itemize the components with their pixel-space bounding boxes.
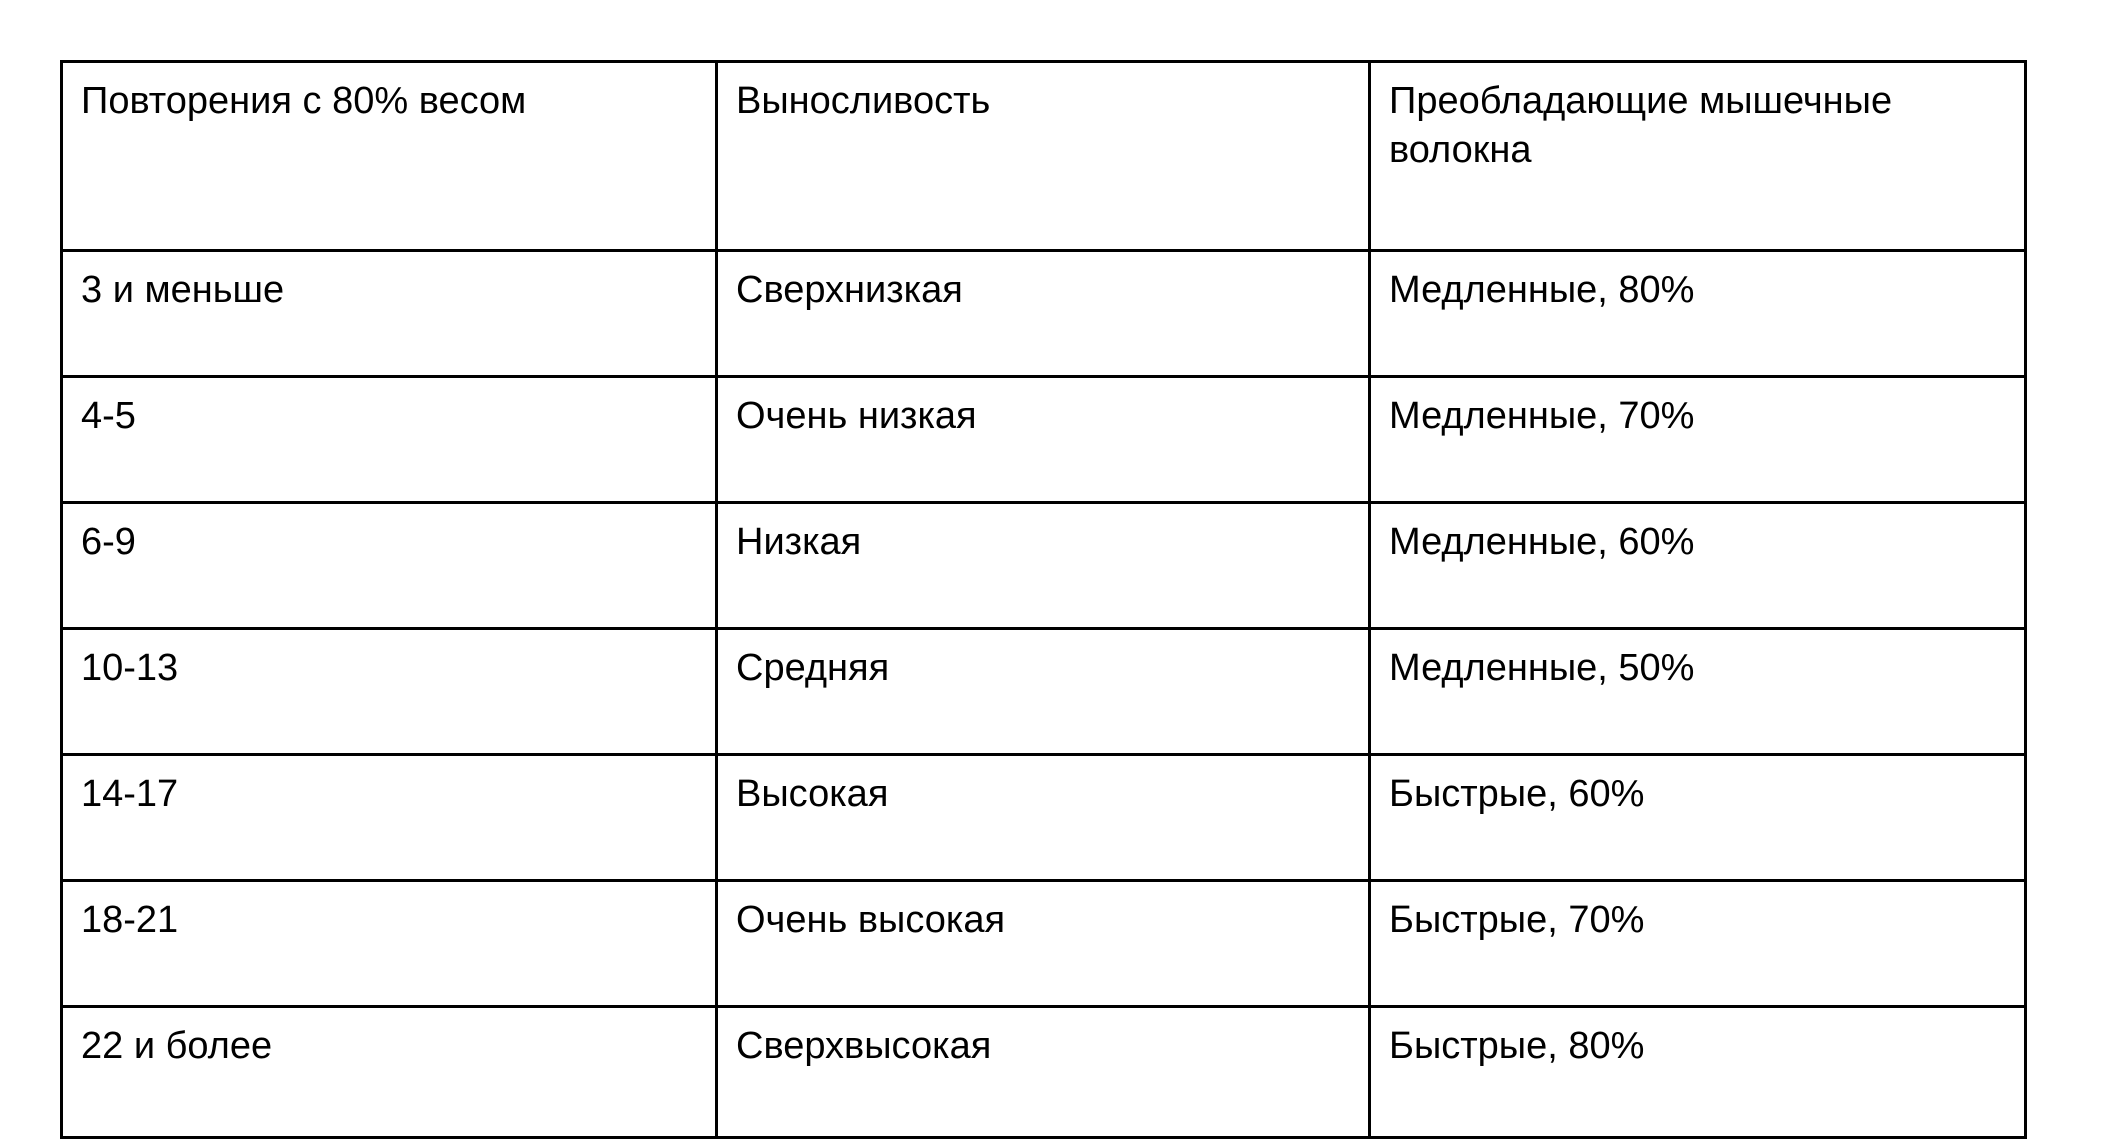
cell-fibers: Быстрые, 60%	[1370, 755, 2026, 881]
cell-endurance: Сверхвысокая	[717, 1007, 1370, 1138]
cell-reps: 22 и более	[62, 1007, 717, 1138]
cell-endurance: Средняя	[717, 629, 1370, 755]
cell-reps: 3 и меньше	[62, 251, 717, 377]
cell-reps: 18-21	[62, 881, 717, 1007]
column-header-endurance	[717, 62, 1370, 251]
table-row	[62, 503, 2026, 629]
column-header-reps	[62, 62, 717, 251]
column-header-endurance-label: Выносливость	[736, 80, 991, 122]
column-header-fibers	[1370, 62, 2026, 251]
column-header-fibers-label: Преобладающие мышечные волокна	[1389, 80, 1893, 171]
cell-endurance: Низкая	[717, 503, 1370, 629]
cell-reps: 4-5	[62, 377, 717, 503]
cell-reps: 6-9	[62, 503, 717, 629]
cell-endurance: Очень низкая	[717, 377, 1370, 503]
cell-fibers: Медленные, 50%	[1370, 629, 2026, 755]
column-header-reps-label: Повторения с 80% весом	[81, 80, 527, 122]
table-row	[62, 1007, 2026, 1138]
cell-fibers: Быстрые, 70%	[1370, 881, 2026, 1007]
table-container	[60, 60, 2024, 1139]
cell-endurance: Очень высокая	[717, 881, 1370, 1007]
cell-endurance: Высокая	[717, 755, 1370, 881]
table-header-row	[62, 62, 2026, 251]
table-header	[62, 62, 2026, 251]
table-row	[62, 755, 2026, 881]
table-row	[62, 629, 2026, 755]
reps-endurance-fiber-table	[60, 60, 2027, 1139]
cell-fibers: Медленные, 60%	[1370, 503, 2026, 629]
cell-reps: 10-13	[62, 629, 717, 755]
table-row	[62, 251, 2026, 377]
cell-fibers: Медленные, 70%	[1370, 377, 2026, 503]
cell-fibers: Медленные, 80%	[1370, 251, 2026, 377]
table-row	[62, 377, 2026, 503]
table-body	[62, 251, 2026, 1138]
table-row	[62, 881, 2026, 1007]
cell-fibers: Быстрые, 80%	[1370, 1007, 2026, 1138]
cell-endurance: Сверхнизкая	[717, 251, 1370, 377]
cell-reps: 14-17	[62, 755, 717, 881]
